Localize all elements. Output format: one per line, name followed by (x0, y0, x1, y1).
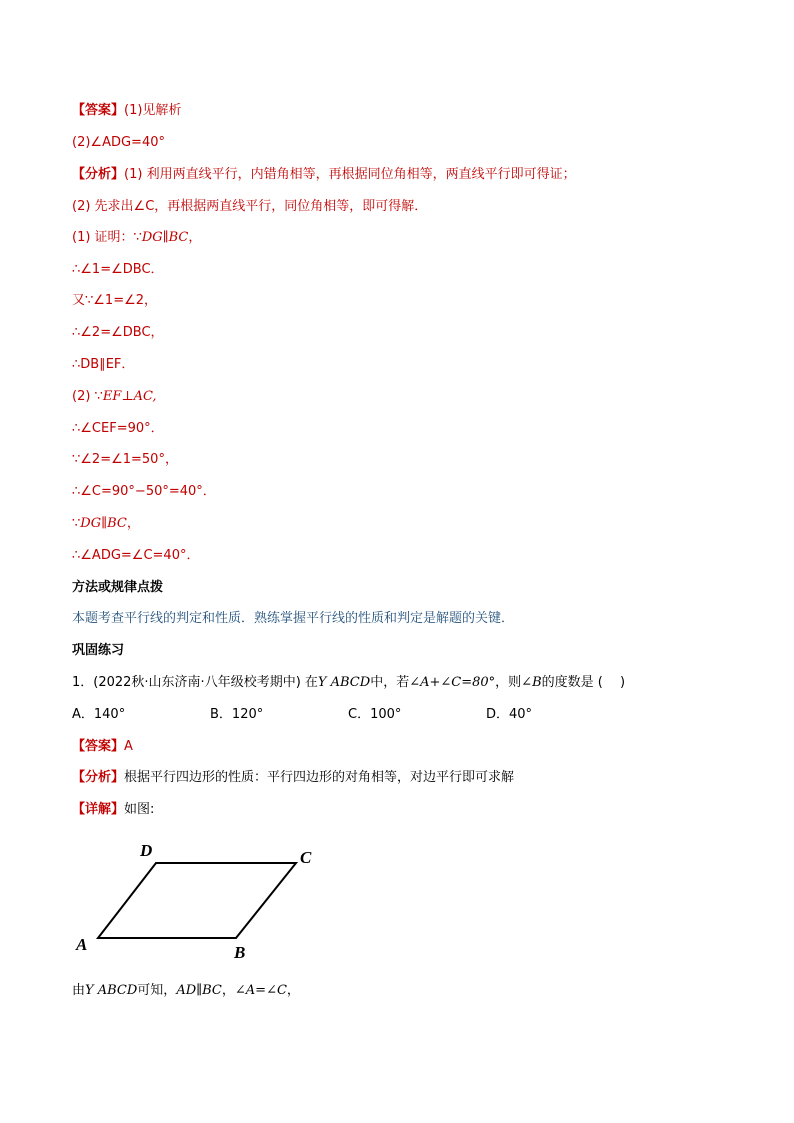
analysis-line-1 (72, 166, 576, 184)
analysis-text: (1) 利用两直线平行，内错角相等，再根据同位角相等，两直线平行即可得证； (124, 167, 576, 182)
proof-line-7: ∴∠CEF=90°． (72, 421, 164, 436)
vertex-label-a: A (76, 935, 88, 954)
answer-line-1 (72, 102, 181, 120)
conclusion-parallelogram: Y ABCD (85, 983, 138, 998)
parallelogram-shape (98, 863, 296, 938)
proof-line-2: ∴∠1=∠DBC． (72, 262, 164, 277)
answer-tag: 【答案】 (72, 103, 125, 118)
vertex-label-d: D (140, 841, 153, 860)
proof-line-10 (72, 515, 140, 533)
question-1-suffix: 的度数是 ( ) (541, 675, 626, 690)
proof-1-expr: DG∥BC (141, 230, 189, 245)
option-b: B．120° (210, 707, 264, 722)
answer-2-text: A (124, 739, 133, 754)
proof-line-1 (72, 229, 201, 247)
conclusion-angles: ∠A=∠C (234, 983, 287, 998)
question-1-parallelogram: Y ABCD (317, 675, 371, 690)
proof-line-6 (72, 388, 157, 406)
conclusion-prefix: 由 (72, 983, 86, 998)
option-d: D．40° (486, 707, 533, 722)
question-1-prefix: 1．(2022秋·山东济南·八年级校考期中) 在 (72, 675, 318, 690)
proof-line-5: ∴DB∥EF． (72, 357, 135, 372)
analysis-2-tag: 【分析】 (72, 770, 125, 785)
question-1-mid: 中，若 (370, 675, 410, 690)
detail-line (72, 801, 154, 819)
proof-10-expr: DG∥BC (80, 516, 127, 531)
analysis-line-2: (2) 先求出∠C，再根据两直线平行，同位角相等，即可得解． (72, 199, 428, 214)
section-heading-practice: 巩固练习 (72, 643, 125, 658)
parallelogram-figure (72, 836, 332, 966)
answer-text: (1)见解析 (124, 103, 182, 118)
vertex-label-b: B (234, 943, 246, 962)
proof-6-prefix: (2) ∵ (72, 389, 103, 404)
question-1-then: ，则 (495, 675, 522, 690)
question-1-angle: ∠B (521, 675, 542, 690)
proof-6-expr: EF⊥AC, (102, 389, 157, 404)
proof-1-prefix: (1) 证明：∵ (72, 230, 142, 245)
conclusion-sep: ， (221, 983, 235, 998)
proof-line-4: ∴∠2=∠DBC， (72, 325, 164, 340)
question-1-condition: ∠A+∠C=80° (409, 675, 496, 690)
option-c: C．100° (348, 707, 402, 722)
answer-2-line (72, 738, 133, 756)
method-text: 本题考查平行线的判定和性质．熟练掌握平行线的性质和判定是解题的关键． (72, 611, 515, 626)
proof-10-prefix: ∵ (72, 516, 81, 531)
proof-line-8: ∵∠2=∠1=50°， (72, 452, 178, 467)
proof-line-11: ∴∠ADG=∠C=40°． (72, 548, 200, 563)
answer-line-2: (2)∠ADG=40° (72, 135, 165, 150)
answer-2-tag: 【答案】 (72, 739, 125, 754)
analysis-tag: 【分析】 (72, 167, 125, 182)
conclusion-end: ， (286, 983, 300, 998)
detail-text: 如图: (124, 802, 155, 817)
conclusion-line (72, 982, 300, 1000)
proof-line-3: 又∵∠1=∠2， (72, 293, 158, 308)
proof-1-suffix: ， (188, 230, 202, 245)
section-heading-method: 方法或规律点拨 (72, 580, 164, 595)
proof-line-9: ∴∠C=90°−50°=40°． (72, 484, 216, 499)
detail-tag: 【详解】 (72, 802, 125, 817)
conclusion-parallel: AD∥BC (176, 983, 222, 998)
analysis-2-line (72, 769, 514, 787)
conclusion-mid: 可知， (137, 983, 177, 998)
vertex-label-c: C (300, 848, 312, 867)
question-1 (72, 674, 625, 692)
analysis-2-text: 根据平行四边形的性质：平行四边形的对角相等，对边平行即可求解 (124, 770, 515, 785)
option-a: A．140° (72, 707, 126, 722)
proof-10-suffix: ， (126, 516, 140, 531)
